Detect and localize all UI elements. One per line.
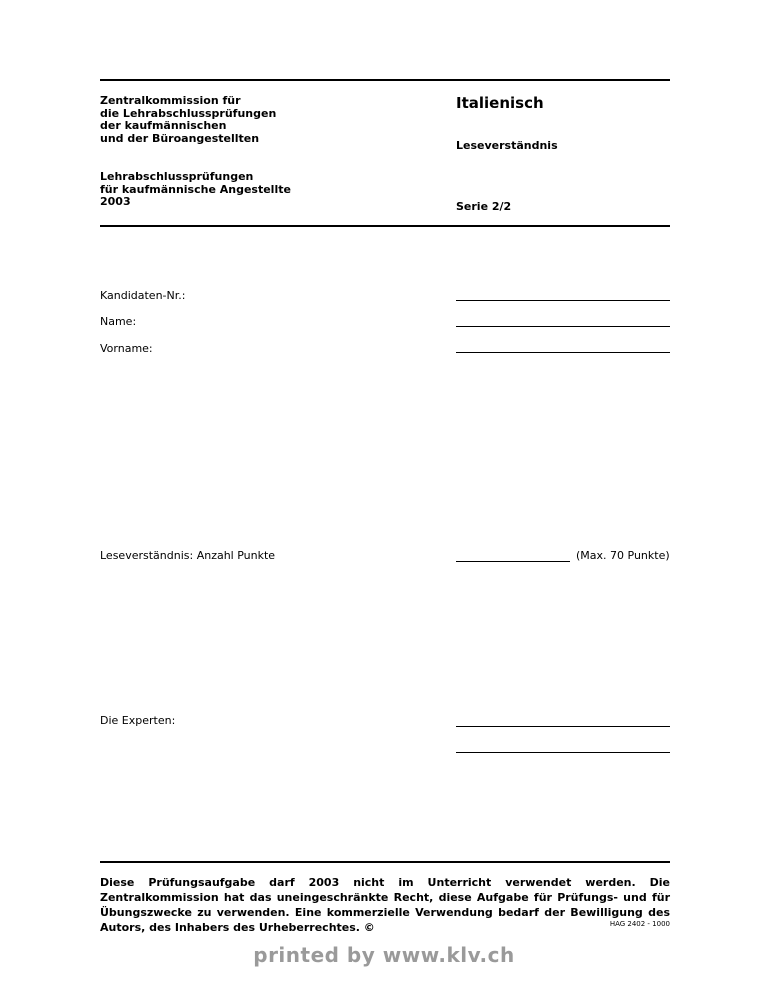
header-bottom-rule xyxy=(100,225,670,227)
first-name-field[interactable] xyxy=(456,352,670,353)
exam-line: für kaufmännische Angestellte xyxy=(100,182,291,196)
expert-signature-field-2[interactable] xyxy=(456,752,670,753)
candidate-no-label: Kandidaten-Nr.: xyxy=(100,289,186,302)
expert-signature-field-1[interactable] xyxy=(456,726,670,727)
experts-label: Die Experten: xyxy=(100,714,176,727)
first-name-label: Vorname: xyxy=(100,342,153,355)
exam-part: Leseverständnis xyxy=(456,139,558,152)
exam-block xyxy=(100,171,291,209)
exam-line: Lehrabschlussprüfungen xyxy=(100,170,254,183)
name-label: Name: xyxy=(100,315,137,328)
exam-series: Serie 2/2 xyxy=(456,200,512,213)
organization-line: Zentralkommission für xyxy=(100,94,241,107)
points-label: Leseverständnis: Anzahl Punkte xyxy=(100,549,276,562)
name-field[interactable] xyxy=(456,326,670,327)
document-code: HAG 2402 - 1000 xyxy=(609,920,670,928)
subject-title: Italienisch xyxy=(456,94,544,112)
exam-year: 2003 xyxy=(100,195,131,208)
organization-line: der kaufmännischen xyxy=(100,119,227,132)
footer-rule xyxy=(100,861,670,863)
top-rule xyxy=(100,79,670,81)
footer-notice: Diese Prüfungsaufgabe darf 2003 nicht im Unterricht verwendet werden. Die Zentralkommission hat das uneingeschränkte Recht, diese Aufgabe für Prüfungs- und für Übungszwecke zu verwenden. Eine kommerzielle Verwendung bedarf der Bewilligung des Autors, des Inhabers des Urheberrechtes. © xyxy=(100,876,670,934)
organization-line: die Lehrabschlussprüfungen xyxy=(100,106,277,120)
organization-line: und der Büroangestellten xyxy=(100,131,260,145)
candidate-no-field[interactable] xyxy=(456,300,670,301)
organization-block xyxy=(100,95,276,145)
points-field[interactable] xyxy=(456,561,570,562)
max-points-note: (Max. 70 Punkte) xyxy=(576,549,670,562)
watermark-text: printed by www.klv.ch xyxy=(253,943,515,967)
